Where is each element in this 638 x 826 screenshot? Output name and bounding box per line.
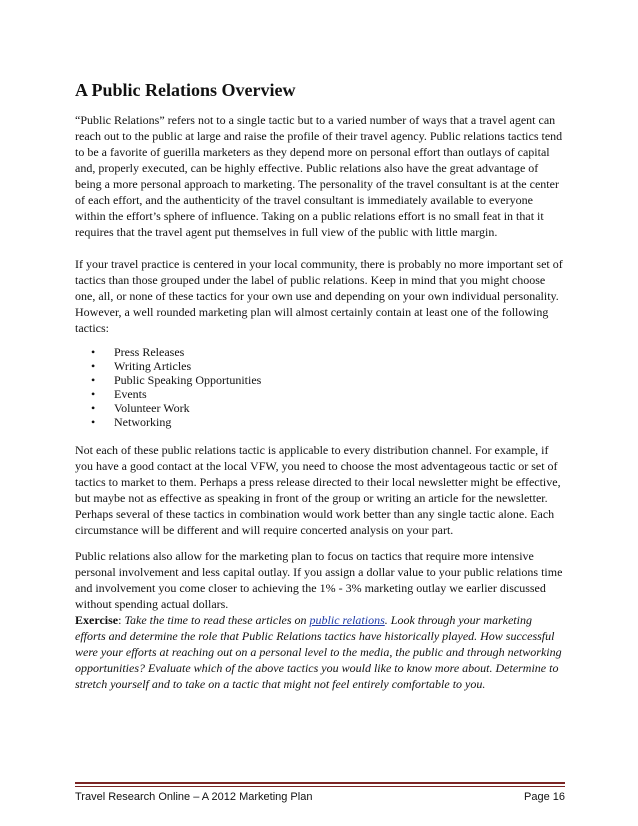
list-item-label: Events xyxy=(114,387,147,401)
list-item xyxy=(75,415,261,429)
list-item-label: Networking xyxy=(114,415,172,429)
list-item-label: Volunteer Work xyxy=(114,401,190,415)
list-item-label: Public Speaking Opportunities xyxy=(114,373,262,387)
paragraph-distribution-channel: Not each of these public relations tactic is applicable to every distribution channel. For example, if you have a good contact at the local VFW, you need to choose the most adventageous tactic or set of tactics to market to them. Perhaps a press release directed to their local newsletter might be effective, but maybe not as effective as speaking in front of the group or writing an article for the newsletter. Perhaps several of these tactics in combination would work better than any single tactic alone. Each circumstance will be different and will require concerted analysis on your part. xyxy=(75,443,561,537)
exercise-colon: : xyxy=(118,613,125,627)
bullet-icon: • xyxy=(91,373,96,387)
bullet-icon: • xyxy=(91,387,96,401)
bullet-icon: • xyxy=(91,401,96,415)
paragraph-local-community: If your travel practice is centered in your local community, there is probably no more important set of tactics than those grouped under the label of public relations. Keep in mind that you might choose one, all, or none of these tactics for your own use and depending on your own individual personality. However, a well rounded marketing plan will almost certainly contain at least one of the following tactics: xyxy=(75,257,563,335)
footer-rule-thin xyxy=(75,786,565,787)
bullet-icon: • xyxy=(91,345,96,359)
list-item xyxy=(75,373,261,387)
paragraph-capital-outlay: Public relations also allow for the marketing plan to focus on tactics that require more intensive personal involvement and less capital outlay. If you assign a dollar value to your public relations time and involvement you come closer to achieving the 1% - 3% marketing outlay we earlier discussed without spending actual dollars. xyxy=(75,549,563,611)
footer-rule-thick xyxy=(75,782,565,784)
list-item-label: Press Releases xyxy=(114,345,185,359)
exercise-text-before-link: Take the time to read these articles on xyxy=(124,613,310,627)
paragraph-intro: “Public Relations” refers not to a single tactic but to a varied number of ways that a travel agent can reach out to the public at large and raise the profile of their travel agency. Public relations tactics tend to be a favorite of guerilla marketers as they depend more on personal effort than outlays of capital and, properly executed, can be highly effective. Public relations also have the great advantage of being a more personal approach to marketing. The personality of the travel consultant is at the center of each effort, and the authenticity of the travel consultant is immediately available to everyone within the effort’s sphere of influence. Taking on a public relations effort is no small feat in that it requires that the travel agent put themselves in full view of the public with little margin. xyxy=(75,113,563,239)
page-heading: A Public Relations Overview xyxy=(75,80,296,100)
list-item xyxy=(75,387,261,401)
list-item xyxy=(75,401,261,415)
bullet-icon: • xyxy=(91,415,96,429)
list-item xyxy=(75,359,261,373)
bullet-icon: • xyxy=(91,359,96,373)
public-relations-link[interactable]: public relations xyxy=(309,613,385,627)
list-item-label: Writing Articles xyxy=(114,359,192,373)
exercise-label: Exercise xyxy=(75,613,119,627)
list-item xyxy=(75,345,261,359)
footer-title: Travel Research Online – A 2012 Marketing Plan xyxy=(75,791,313,803)
exercise-paragraph xyxy=(75,612,565,692)
tactics-list xyxy=(75,345,261,429)
exercise-text-after-link: . Look through your marketing efforts and determine the role that Public Relations tactics have historically played. How successful were your efforts at reaching out on a personal level to the media, the public and through networking opportunities? Evaluate which of the above tactics you would like to know more about. Determine to stretch yourself and to take on a tactic that might not feel entirely comfortable to you. xyxy=(75,613,562,691)
page-number: Page 16 xyxy=(524,791,565,803)
